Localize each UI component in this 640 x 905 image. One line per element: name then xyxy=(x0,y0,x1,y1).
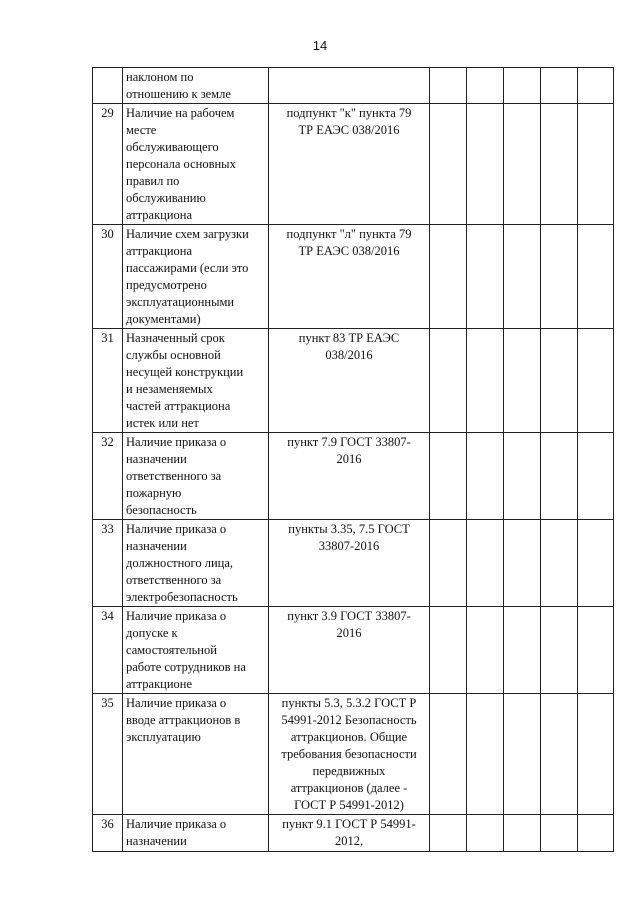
requirement-text: Наличие приказа о допуске к самостоятельной работе сотрудников на аттракционе xyxy=(123,607,269,694)
blank-cell xyxy=(430,433,467,520)
blank-cell xyxy=(578,694,614,815)
blank-cell xyxy=(578,607,614,694)
blank-cell xyxy=(467,433,504,520)
blank-cell xyxy=(541,433,578,520)
blank-cell xyxy=(467,694,504,815)
normative-reference: пункт 9.1 ГОСТ Р 54991- 2012, xyxy=(269,815,430,852)
normative-reference: пункт 83 ТР ЕАЭС 038/2016 xyxy=(269,329,430,433)
blank-cell xyxy=(430,694,467,815)
blank-cell xyxy=(467,225,504,329)
blank-cell xyxy=(541,520,578,607)
requirement-text: Наличие приказа о вводе аттракционов в эксплуатацию xyxy=(123,694,269,815)
blank-cell xyxy=(541,104,578,225)
blank-cell xyxy=(467,815,504,852)
normative-reference: пункты 3.35, 7.5 ГОСТ 33807-2016 xyxy=(269,520,430,607)
table-row xyxy=(93,329,614,433)
blank-cell xyxy=(430,68,467,104)
normative-reference: подпункт "л" пункта 79 ТР ЕАЭС 038/2016 xyxy=(269,225,430,329)
blank-cell xyxy=(504,815,541,852)
row-number: 31 xyxy=(93,329,123,433)
row-number: 34 xyxy=(93,607,123,694)
blank-cell xyxy=(430,225,467,329)
blank-cell xyxy=(578,815,614,852)
row-number: 33 xyxy=(93,520,123,607)
blank-cell xyxy=(504,225,541,329)
blank-cell xyxy=(467,68,504,104)
blank-cell xyxy=(430,520,467,607)
row-number: 35 xyxy=(93,694,123,815)
requirement-text: Наличие приказа о назначении ответственного за пожарную безопасность xyxy=(123,433,269,520)
blank-cell xyxy=(578,68,614,104)
table-row xyxy=(93,694,614,815)
blank-cell xyxy=(541,815,578,852)
row-number: 30 xyxy=(93,225,123,329)
blank-cell xyxy=(467,329,504,433)
blank-cell xyxy=(504,520,541,607)
blank-cell xyxy=(504,607,541,694)
checklist-table xyxy=(92,67,614,852)
normative-reference: пункт 7.9 ГОСТ 33807- 2016 xyxy=(269,433,430,520)
table-row xyxy=(93,433,614,520)
blank-cell xyxy=(541,68,578,104)
table-row xyxy=(93,520,614,607)
blank-cell xyxy=(541,607,578,694)
blank-cell xyxy=(578,225,614,329)
table-row xyxy=(93,607,614,694)
page-number: 14 xyxy=(312,38,328,53)
blank-cell xyxy=(578,433,614,520)
row-number: 36 xyxy=(93,815,123,852)
blank-cell xyxy=(578,329,614,433)
table-row xyxy=(93,104,614,225)
requirement-text: Наличие приказа о назначении xyxy=(123,815,269,852)
table-row xyxy=(93,815,614,852)
blank-cell xyxy=(541,694,578,815)
blank-cell xyxy=(430,104,467,225)
requirement-text: Наличие схем загрузки аттракциона пассажирами (если это предусмотрено эксплуатационными документами) xyxy=(123,225,269,329)
table-row xyxy=(93,225,614,329)
requirement-text: наклоном по отношению к земле xyxy=(123,68,269,104)
blank-cell xyxy=(504,329,541,433)
blank-cell xyxy=(504,433,541,520)
blank-cell xyxy=(541,329,578,433)
blank-cell xyxy=(578,520,614,607)
blank-cell xyxy=(504,104,541,225)
blank-cell xyxy=(504,68,541,104)
blank-cell xyxy=(467,104,504,225)
blank-cell xyxy=(430,607,467,694)
blank-cell xyxy=(467,520,504,607)
normative-reference xyxy=(269,68,430,104)
requirement-text: Наличие приказа о назначении должностного лица, ответственного за электробезопасность xyxy=(123,520,269,607)
requirement-text: Назначенный срок службы основной несущей конструкции и незаменяемых частей аттракциона истек или нет xyxy=(123,329,269,433)
blank-cell xyxy=(541,225,578,329)
normative-reference: пункт 3.9 ГОСТ 33807- 2016 xyxy=(269,607,430,694)
blank-cell xyxy=(578,104,614,225)
blank-cell xyxy=(430,815,467,852)
row-number xyxy=(93,68,123,104)
normative-reference: подпункт "к" пункта 79 ТР ЕАЭС 038/2016 xyxy=(269,104,430,225)
row-number: 29 xyxy=(93,104,123,225)
table-row xyxy=(93,68,614,104)
blank-cell xyxy=(504,694,541,815)
row-number: 32 xyxy=(93,433,123,520)
requirement-text: Наличие на рабочем месте обслуживающего персонала основных правил по обслуживанию аттракциона xyxy=(123,104,269,225)
blank-cell xyxy=(467,607,504,694)
blank-cell xyxy=(430,329,467,433)
normative-reference: пункты 5.3, 5.3.2 ГОСТ Р 54991-2012 Безопасность аттракционов. Общие требования безопасности передвижных аттракционов (далее - ГОСТ Р 54991-2012) xyxy=(269,694,430,815)
